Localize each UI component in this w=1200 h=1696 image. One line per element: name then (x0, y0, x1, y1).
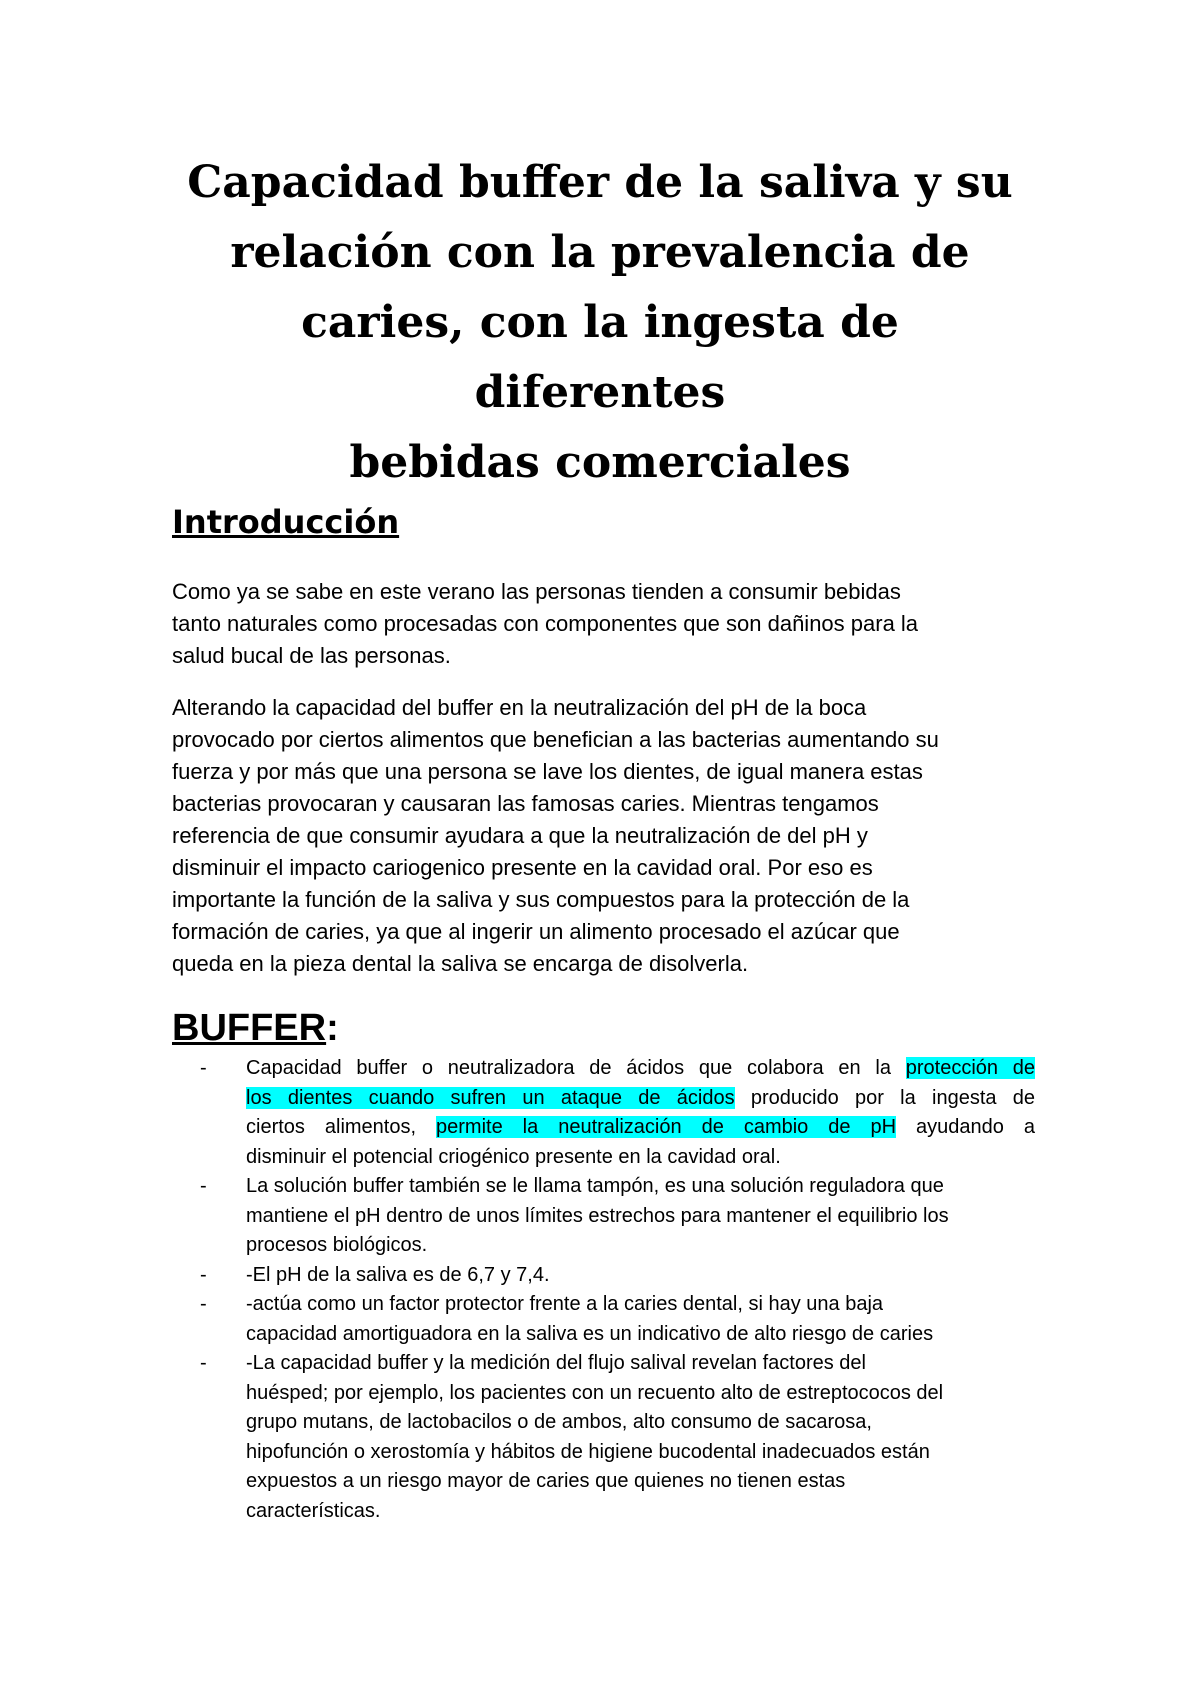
text-line: procesos biológicos. (246, 1234, 428, 1256)
text-line: fuerza y por más que una persona se lave los dientes, de igual manera estas (172, 759, 923, 784)
text-line: La solución buffer también se le llama tampón, es una solución reguladora que (246, 1175, 944, 1197)
text-line: importante la función de la saliva y sus compuestos para la protección de la (172, 887, 910, 912)
intro-paragraph-2 (172, 692, 1052, 980)
text-line: formación de caries, ya que al ingerir un alimento procesado el azúcar que (172, 919, 900, 944)
text-line: Alterando la capacidad del buffer en la neutralización del pH de la boca (172, 695, 867, 720)
text-run: producido por la ingesta de (750, 1086, 1036, 1109)
text-line: -actúa como un factor protector frente a la caries dental, si hay una baja (246, 1293, 884, 1315)
text-line: capacidad amortiguadora en la saliva es un indicativo de alto riesgo de caries (246, 1322, 934, 1345)
buffer-list (200, 1054, 1035, 1526)
text-line: tanto naturales como procesadas con componentes que son dañinos para la (172, 611, 919, 636)
title-line: relación con la prevalencia de (230, 227, 970, 278)
text-line: características. (246, 1499, 381, 1522)
text-line (246, 1054, 1035, 1084)
text-line (246, 1113, 1035, 1143)
text-line: -La capacidad buffer y la medición del flujo salival revelan factores del (246, 1352, 866, 1374)
text-line: -El pH de la saliva es de 6,7 y 7,4. (246, 1263, 550, 1286)
list-dash: - (200, 1293, 207, 1315)
list-item (200, 1054, 1035, 1172)
text-line: salud bucal de las personas. (172, 643, 451, 668)
title-line: caries, con la ingesta de diferentes (301, 297, 899, 418)
text-run: ciertos alimentos, (246, 1116, 417, 1138)
list-dash: - (200, 1175, 207, 1197)
text-line: referencia de que consumir ayudara a que la neutralización de del pH y (172, 823, 868, 848)
text-line: disminuir el impacto cariogenico presente en la cavidad oral. Por eso es (172, 855, 873, 880)
text-line: provocado por ciertos alimentos que benefician a las bacterias aumentando su (172, 727, 939, 752)
list-item (200, 1290, 1035, 1349)
text-run: ayudando a (916, 1116, 1035, 1138)
text-line: huésped; por ejemplo, los pacientes con un recuento alto de estreptococos del (246, 1381, 944, 1404)
list-item (200, 1261, 1035, 1291)
text-line: disminuir el potencial criogénico presente en la cavidad oral. (246, 1145, 781, 1168)
buffer-heading-colon: : (326, 1007, 339, 1049)
text-line: Como ya se sabe en este verano las personas tienden a consumir bebidas (172, 579, 901, 604)
text-line: grupo mutans, de lactobacilos o de ambos, alto consumo de sacarosa, (246, 1411, 872, 1433)
text-line: bacterias provocaran y causaran las famosas caries. Mientras tengamos (172, 791, 879, 816)
buffer-heading (172, 1004, 339, 1052)
list-item (200, 1349, 1035, 1526)
buffer-heading-word: BUFFER (172, 1007, 327, 1049)
list-dash: - (200, 1352, 207, 1374)
text-line: queda en la pieza dental la saliva se encarga de disolverla. (172, 951, 749, 976)
title-line: Capacidad buffer de la saliva y su (187, 157, 1013, 208)
highlighted-text: protección de (905, 1057, 1036, 1079)
intro-paragraph-1 (172, 576, 1052, 672)
highlighted-text: los dientes cuando sufren un ataque de ácidos (246, 1086, 735, 1109)
text-line: mantiene el pH dentro de unos límites estrechos para mantener el equilibrio los (246, 1204, 949, 1227)
text-line (246, 1084, 1035, 1114)
text-line: hipofunción o xerostomía y hábitos de higiene bucodental inadecuados están (246, 1440, 930, 1463)
introduction-heading: Introducción (172, 503, 400, 541)
list-dash: - (200, 1263, 207, 1286)
list-item (200, 1172, 1035, 1261)
text-line: expuestos a un riesgo mayor de caries que quienes no tienen estas (246, 1470, 846, 1492)
document-title (170, 148, 1030, 498)
text-run: Capacidad buffer o neutralizadora de ácidos que colabora en la (246, 1057, 891, 1079)
title-line: bebidas comerciales (349, 437, 851, 488)
highlighted-text: permite la neutralización de cambio de pH (436, 1116, 897, 1138)
list-dash: - (200, 1057, 207, 1079)
